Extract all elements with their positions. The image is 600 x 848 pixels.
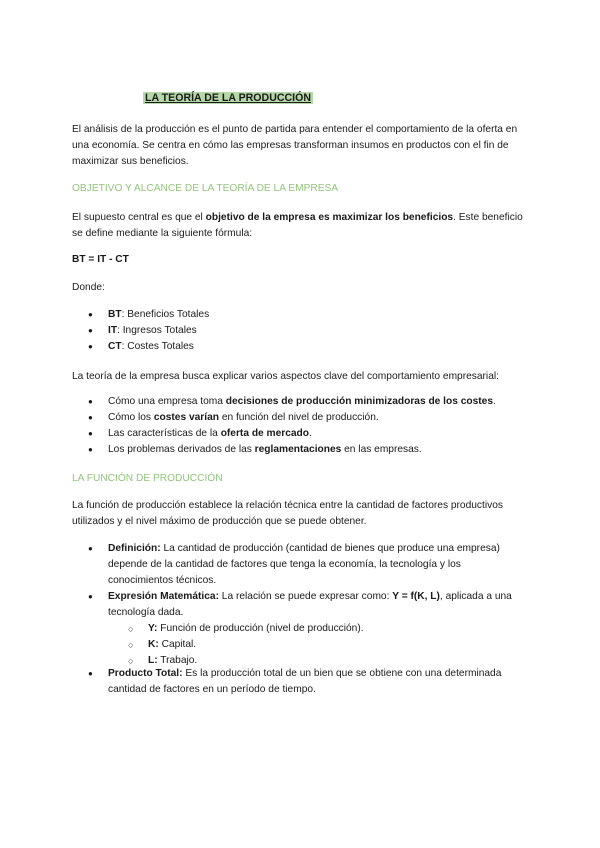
section-heading-funcion: LA FUNCIÓN DE PRODUCCIÓN (72, 473, 223, 484)
intro-paragraph: El análisis de la producción es el punto de partida para entender el comportamiento de la oferta en una economía. Se centra en cómo las empresas transforman insumos en productos con el fin de maximizar sus beneficios. (72, 124, 518, 167)
list-item: ● BT: Beneficios Totales (88, 307, 528, 323)
list-item: ● Producto Total: Es la producción total de un bien que se obtiene con una determinada cantidad de factores en un período de tiempo. (88, 666, 528, 698)
list-item: ● Las características de la oferta de mercado. (88, 426, 528, 442)
list-item: ● IT: Ingresos Totales (88, 323, 528, 339)
profit-formula: BT = IT - CT (72, 254, 129, 265)
list-item: ● CT: Costes Totales (88, 339, 528, 355)
objective-paragraph: El supuesto central es que el objetivo de la empresa es maximizar los beneficios. Este beneficio se define mediante la siguiente fórmula: (72, 212, 523, 239)
production-function-paragraph: La función de producción establece la relación técnica entre la cantidad de factores productivos utilizados y el nivel máximo de producción que se puede obtener. (72, 500, 503, 527)
total-product-list (88, 666, 528, 698)
production-list (88, 541, 528, 621)
list-item: ○ K: Capital. (128, 637, 528, 653)
variables-list (128, 621, 528, 669)
aspects-list (88, 394, 528, 458)
list-item: ● Cómo una empresa toma decisiones de producción minimizadoras de los costes. (88, 394, 528, 410)
list-item: ○ Y: Función de producción (nivel de producción). (128, 621, 528, 637)
terms-list (88, 307, 528, 355)
list-item: ● Expresión Matemática: La relación se puede expresar como: Y = f(K, L), aplicada a una tecnología dada. (88, 589, 528, 621)
donde-label: Donde: (72, 282, 105, 293)
list-item: ○ L: Trabajo. (128, 653, 528, 669)
list-item: ● Cómo los costes varían en función del nivel de producción. (88, 410, 528, 426)
section-heading-objetivo: OBJETIVO Y ALCANCE DE LA TEORÍA DE LA EMPRESA (72, 183, 339, 194)
list-item: ● Definición: La cantidad de producción (cantidad de bienes que produce una empresa) depende de la cantidad de factores que tenga la economía, la tecnología y los conocimientos técnicos. (88, 541, 528, 589)
document-title: LA TEORÍA DE LA PRODUCCIÓN (145, 92, 311, 104)
aspects-intro: La teoría de la empresa busca explicar varios aspectos clave del comportamiento empresarial: (72, 371, 499, 382)
list-item: ● Los problemas derivados de las reglamentaciones en las empresas. (88, 442, 528, 458)
